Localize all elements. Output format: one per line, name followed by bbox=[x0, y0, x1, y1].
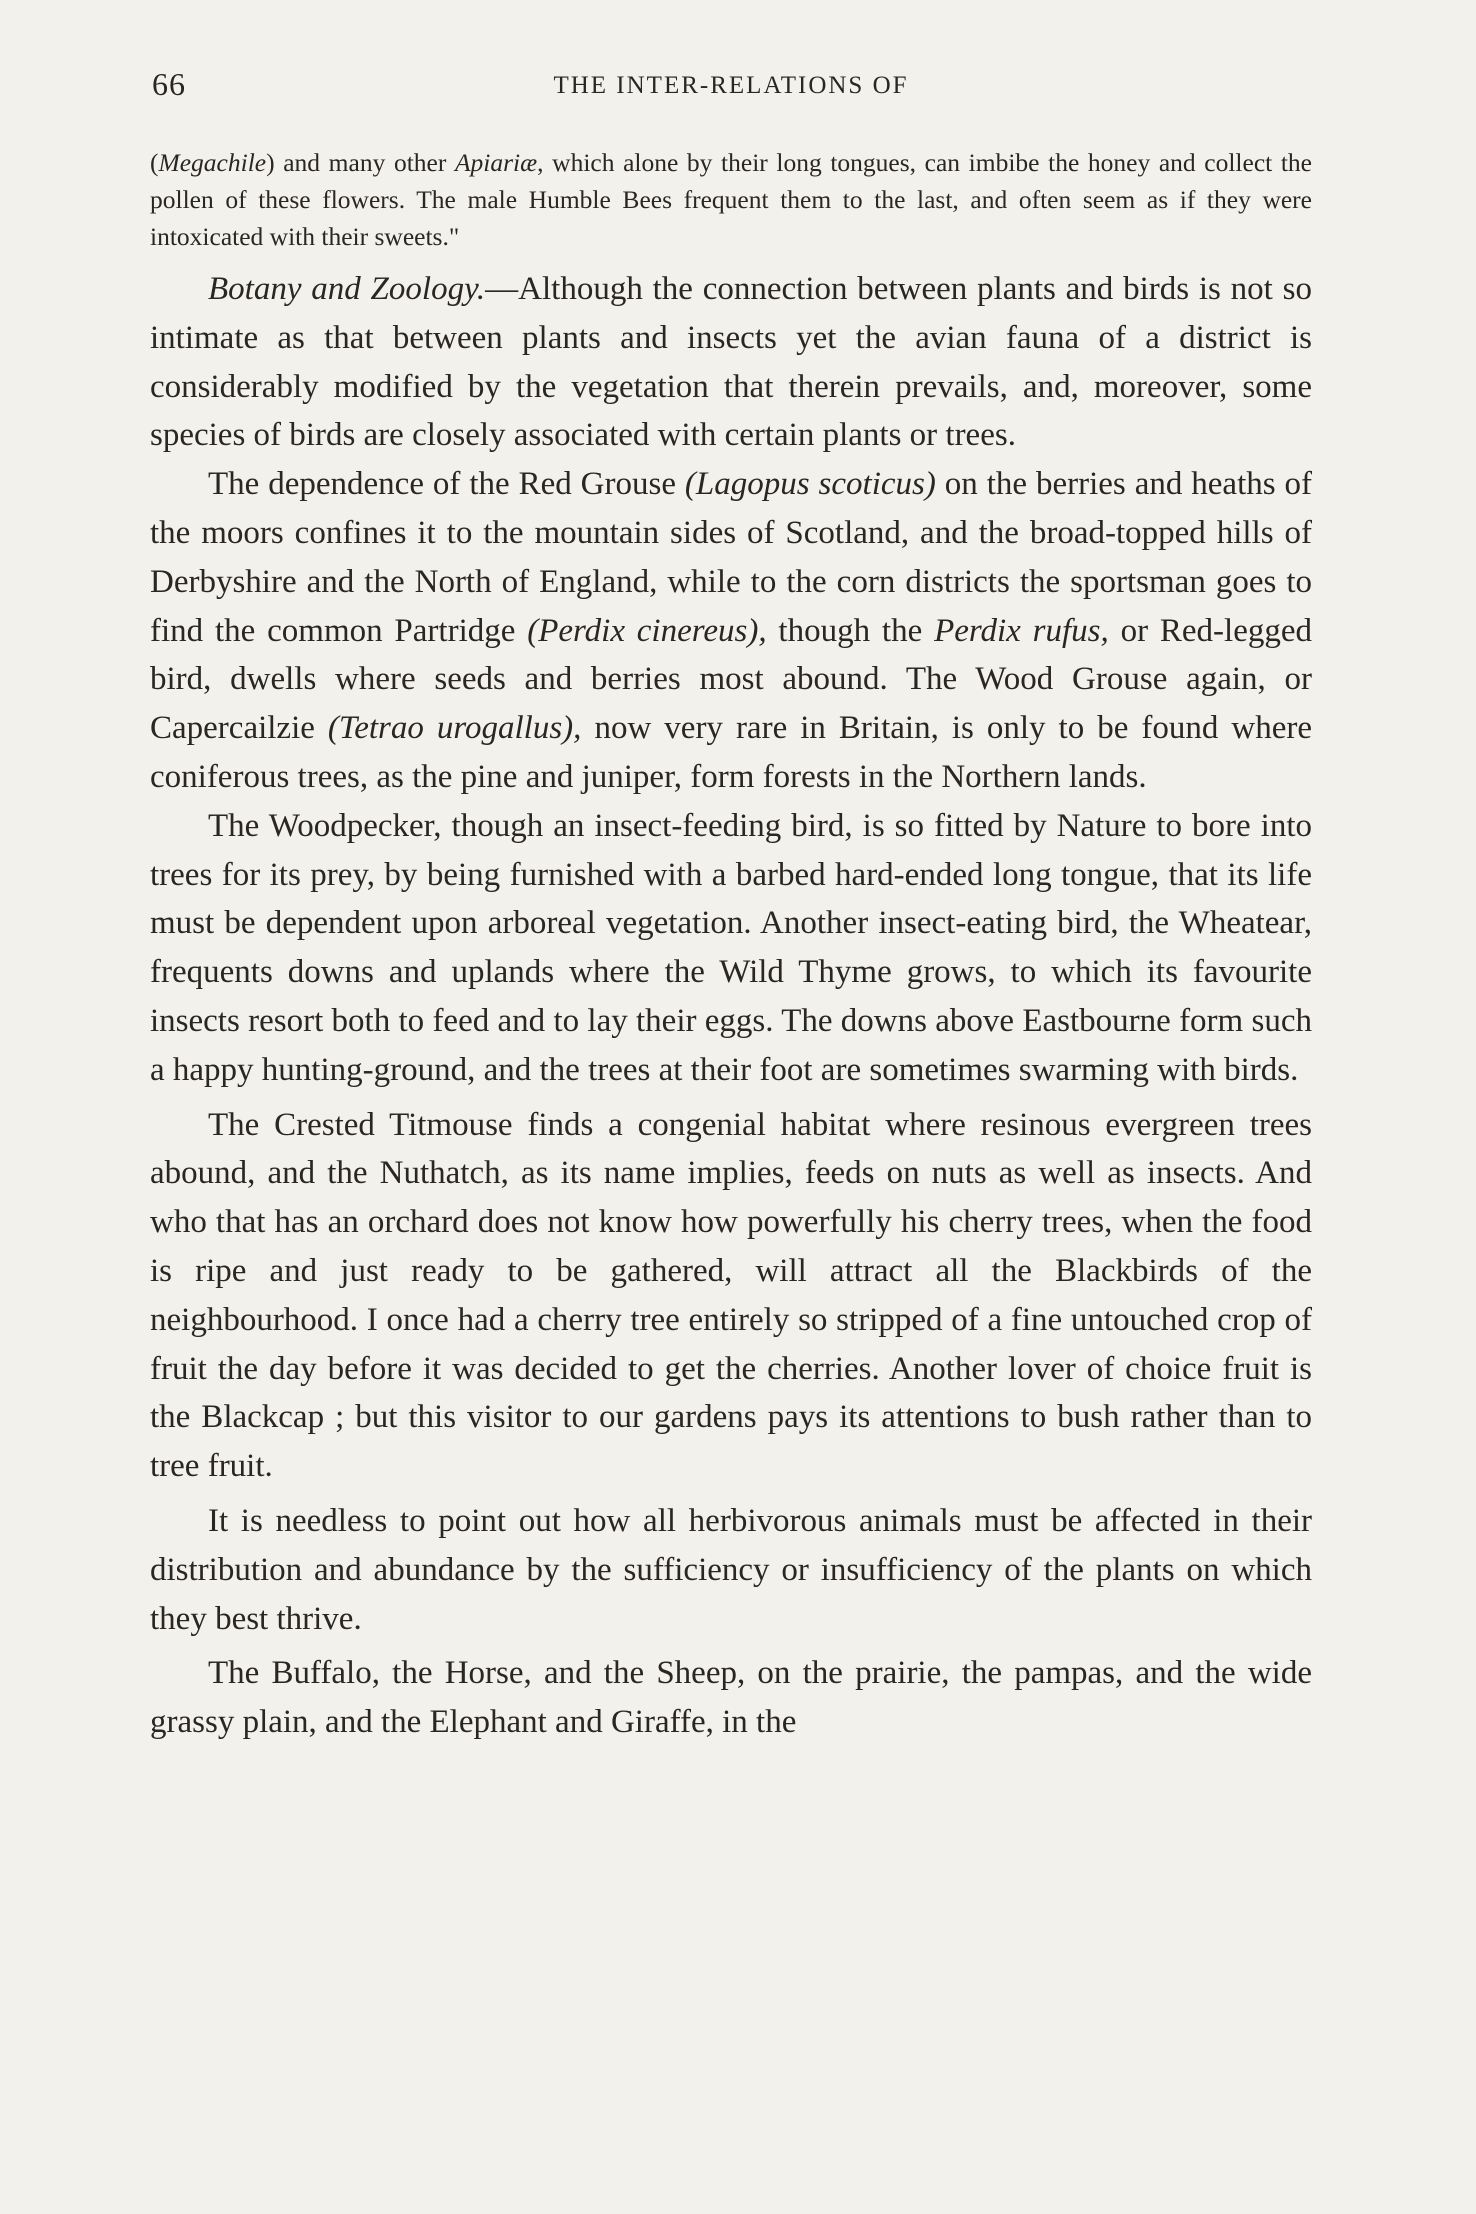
quote-italic-apiariae: Apiariæ bbox=[454, 148, 538, 177]
paragraph-buffalo: The Buffalo, the Horse, and the Sheep, on the prairie, the pampas, and the wide grassy plain, and the Elephant and Giraffe, in the bbox=[150, 1655, 1312, 1741]
quote-text: ( bbox=[150, 148, 159, 177]
species-name: (Perdix cinereus), bbox=[527, 612, 767, 649]
paragraph-red-grouse bbox=[150, 460, 1312, 802]
quoted-passage bbox=[150, 144, 1312, 255]
paragraph-woodpecker: The Woodpecker, though an insect-feeding bird, is so fitted by Nature to bore into trees for its prey, by being furnished with a barbed hard-ended long tongue, that its life must be dependent upon arboreal vegetation. Another insect-eating bird, the Wheatear, frequents downs and uplands where the Wild Thyme grows, to which its favourite insects resort both to feed and to lay their eggs. The downs above Eastbourne form such a happy hunting-ground, and the trees at their foot are sometimes swarming with birds. bbox=[150, 807, 1312, 1088]
quote-italic-megachile: Megachile bbox=[158, 148, 267, 177]
body-text bbox=[150, 144, 1312, 1747]
species-name: Perdix rufus, bbox=[934, 612, 1109, 649]
paragraph-text: now very rare in Britain, is only to be found where coniferous trees, as the pine and juniper, form forests in the Northern lands. bbox=[150, 710, 1312, 795]
section-heading: Botany and Zoology. bbox=[208, 271, 486, 307]
paragraph-botany-zoology bbox=[150, 265, 1312, 460]
species-name: (Lagopus scoticus) bbox=[684, 466, 936, 503]
paragraph-text: or Red-legged bird, dwells where seeds and berries most abound. The Wood Grouse again, or Capercailzie bbox=[150, 612, 1313, 747]
paragraph-text: on the berries and heaths of the moors confines it to the mountain sides of Scotland, and the broad-topped hills of Derbyshire and the North of England, while to the corn districts the sportsman goes to find the common Partridge bbox=[150, 466, 1313, 649]
running-head: THE INTER-RELATIONS OF bbox=[553, 72, 909, 99]
paragraph-text: —Although the connection between plants and birds is not so intimate as that between plants and insects yet the avian fauna of a district is considerably modified by the vegetation that therein prevails, and, moreover, some species of birds are closely associated with certain plants or trees. bbox=[150, 271, 1312, 454]
quote-text: , which alone by their long tongues, can imbibe the honey and collect the pollen of these flowers. The male Humble Bees frequent them to the last, and often seem as if they were intoxicated with their sweets." bbox=[150, 148, 1312, 251]
page-number: 66 bbox=[152, 66, 186, 102]
page-header bbox=[150, 66, 1312, 106]
paragraph-herbivorous: It is needless to point out how all herbivorous animals must be affected in their distribution and abundance by the sufficiency or insufficiency of the plants on which they best thrive. bbox=[150, 1502, 1312, 1637]
paragraph-text: though the bbox=[766, 612, 935, 649]
paragraph-text: The dependence of the Red Grouse bbox=[208, 466, 685, 503]
species-name: (Tetrao urogallus), bbox=[327, 710, 582, 747]
quote-text: ) and many other bbox=[266, 148, 455, 177]
paragraph-titmouse: The Crested Titmouse finds a congenial habitat where resinous evergreen trees abound, and the Nuthatch, as its name implies, feeds on nuts as well as insects. And who that has an orchard does not know how powerfully his cherry trees, when the food is ripe and just ready to be gathered, will attract all the Blackbirds of the neighbourhood. I once had a cherry tree entirely so stripped of a fine untouched crop of fruit the day before it was decided to get the cherries. Another lover of choice fruit is the Blackcap ; but this visitor to our gardens pays its attentions to bush rather than to tree fruit. bbox=[150, 1106, 1312, 1485]
